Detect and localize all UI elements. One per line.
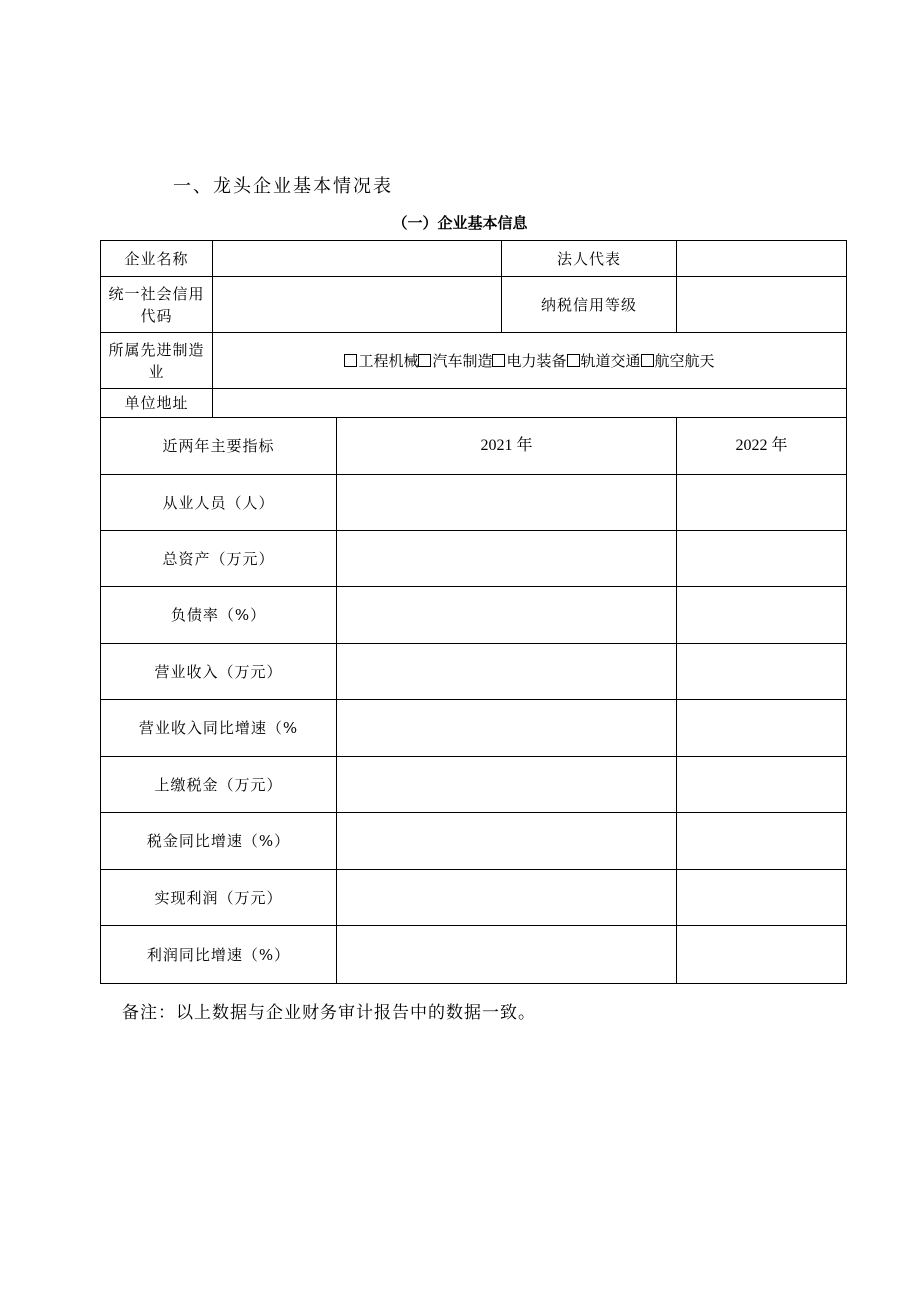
indicator-label: 营业收入（万元） xyxy=(101,644,337,700)
industry-option-label: 航空航天 xyxy=(654,351,715,370)
company-info-table xyxy=(100,240,847,984)
checkbox-icon[interactable] xyxy=(567,354,580,367)
value-2022-cell[interactable] xyxy=(677,475,847,531)
value-2021-cell[interactable] xyxy=(337,587,677,644)
industry-option[interactable] xyxy=(567,352,641,370)
checkbox-icon[interactable] xyxy=(418,354,431,367)
tax-grade-label: 纳税信用等级 xyxy=(502,277,677,333)
indicator-row xyxy=(101,926,847,984)
value-2021-cell[interactable] xyxy=(337,870,677,926)
value-2021-cell[interactable] xyxy=(337,757,677,813)
row-industry xyxy=(101,333,847,389)
industry-option-label: 轨道交通 xyxy=(580,351,641,370)
row-address xyxy=(101,389,847,418)
indicator-row xyxy=(101,587,847,644)
indicator-row xyxy=(101,757,847,813)
industry-options xyxy=(213,333,847,389)
company-name-field[interactable] xyxy=(213,241,502,277)
legal-rep-field[interactable] xyxy=(677,241,847,277)
industry-option[interactable] xyxy=(641,352,715,370)
value-2022-cell[interactable] xyxy=(677,587,847,644)
value-2022-cell[interactable] xyxy=(677,926,847,984)
year-2021-header: 2021 年 xyxy=(337,418,677,475)
industry-label: 所属先进制造业 xyxy=(101,333,213,389)
address-field[interactable] xyxy=(213,389,847,418)
value-2021-cell[interactable] xyxy=(337,926,677,984)
indicator-header: 近两年主要指标 xyxy=(101,418,337,475)
value-2022-cell[interactable] xyxy=(677,813,847,870)
row-credit-code xyxy=(101,277,847,333)
row-company-name xyxy=(101,241,847,277)
value-2022-cell[interactable] xyxy=(677,531,847,587)
legal-rep-label: 法人代表 xyxy=(502,241,677,277)
value-2021-cell[interactable] xyxy=(337,700,677,757)
value-2022-cell[interactable] xyxy=(677,700,847,757)
checkbox-icon[interactable] xyxy=(344,354,357,367)
tax-grade-field[interactable] xyxy=(677,277,847,333)
indicator-label: 实现利润（万元） xyxy=(101,870,337,926)
value-2022-cell[interactable] xyxy=(677,757,847,813)
indicator-row xyxy=(101,870,847,926)
value-2021-cell[interactable] xyxy=(337,813,677,870)
value-2022-cell[interactable] xyxy=(677,870,847,926)
value-2021-cell[interactable] xyxy=(337,531,677,587)
credit-code-label: 统一社会信用代码 xyxy=(101,277,213,333)
company-name-label: 企业名称 xyxy=(101,241,213,277)
checkbox-icon[interactable] xyxy=(641,354,654,367)
checkbox-icon[interactable] xyxy=(492,354,505,367)
indicator-label: 利润同比增速（%） xyxy=(101,926,337,984)
value-2021-cell[interactable] xyxy=(337,475,677,531)
indicator-label: 总资产（万元） xyxy=(101,531,337,587)
indicator-label: 上缴税金（万元） xyxy=(101,757,337,813)
industry-option[interactable] xyxy=(492,352,566,370)
industry-option-label: 汽车制造 xyxy=(432,351,493,370)
indicator-row xyxy=(101,644,847,700)
credit-code-field[interactable] xyxy=(213,277,502,333)
address-label: 单位地址 xyxy=(101,389,213,418)
value-2022-cell[interactable] xyxy=(677,644,847,700)
indicator-row xyxy=(101,531,847,587)
indicator-row xyxy=(101,475,847,531)
indicator-row xyxy=(101,700,847,757)
industry-option-label: 工程机械 xyxy=(358,351,419,370)
value-2021-cell[interactable] xyxy=(337,644,677,700)
indicator-label: 税金同比增速（%） xyxy=(101,813,337,870)
industry-option-label: 电力装备 xyxy=(506,351,567,370)
row-indicator-header xyxy=(101,418,847,475)
industry-option[interactable] xyxy=(344,352,418,370)
table-title: （一）企业基本信息 xyxy=(392,214,528,232)
remark-note: 备注：以上数据与企业财务审计报告中的数据一致。 xyxy=(122,1003,536,1023)
indicator-label: 负债率（%） xyxy=(101,587,337,644)
indicator-row xyxy=(101,813,847,870)
indicator-label: 营业收入同比增速（% xyxy=(101,700,337,757)
indicator-label: 从业人员（人） xyxy=(101,475,337,531)
year-2022-header: 2022 年 xyxy=(677,418,847,475)
industry-option[interactable] xyxy=(418,352,492,370)
section-title: 一、龙头企业基本情况表 xyxy=(173,176,393,197)
